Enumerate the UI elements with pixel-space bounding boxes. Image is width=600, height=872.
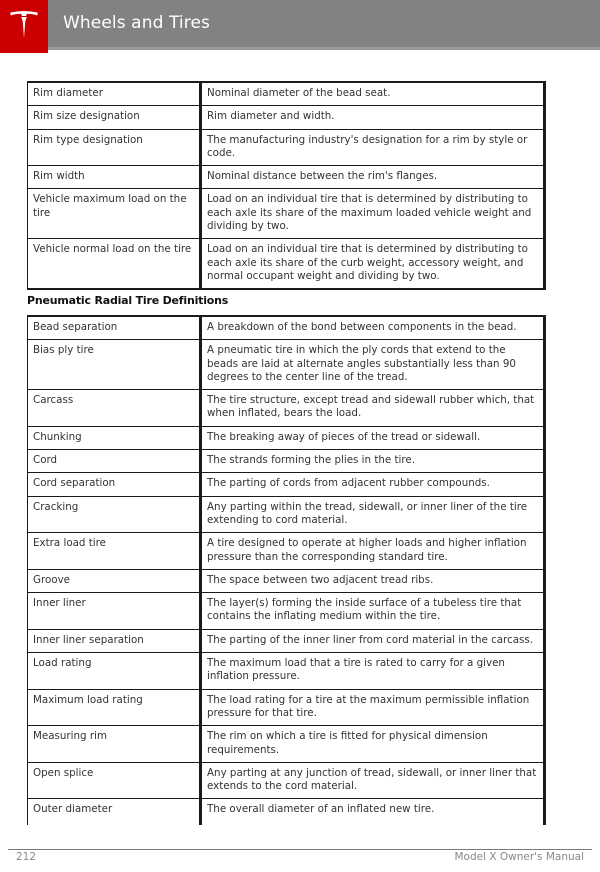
section-heading: Pneumatic Radial Tire Definitions [27,294,229,307]
table-row [28,653,545,690]
tesla-logo-icon [8,10,40,40]
table-row [28,799,545,825]
term-cell: Carcass [28,390,201,427]
pneumatic-radial-tire-definitions-table [27,315,546,825]
term-cell: Open splice [28,762,201,799]
table-row [28,726,545,763]
definition-cell: The tire structure, except tread and sidewall rubber which, that when inflated, bears the load. [201,390,545,427]
table-row [28,189,545,239]
logo-box [0,0,48,53]
table-row [28,239,545,289]
definition-cell: A breakdown of the bond between components in the bead. [201,316,545,340]
definition-cell: The manufacturing industry's designation for a rim by style or code. [201,129,545,166]
definition-cell: The rim on which a tire is fitted for physical dimension requirements. [201,726,545,763]
definition-cell: The breaking away of pieces of the tread or sidewall. [201,426,545,449]
term-cell: Cracking [28,496,201,533]
definition-cell: The space between two adjacent tread ribs. [201,569,545,592]
table-row [28,473,545,496]
definition-cell: Rim diameter and width. [201,106,545,129]
definition-cell: Nominal distance between the rim's flanges. [201,166,545,189]
definition-cell: The overall diameter of an inflated new tire. [201,799,545,825]
table-row [28,340,545,390]
term-cell: Inner liner separation [28,629,201,652]
definition-cell: The load rating for a tire at the maximum permissible inflation pressure for that tire. [201,689,545,726]
term-cell: Cord [28,450,201,473]
table-row [28,689,545,726]
table-row [28,129,545,166]
table-row [28,762,545,799]
definition-cell: A tire designed to operate at higher loads and higher inflation pressure than the corresponding standard tire. [201,533,545,570]
term-cell: Vehicle normal load on the tire [28,239,201,289]
term-cell: Rim size designation [28,106,201,129]
table-row [28,390,545,427]
term-cell: Groove [28,569,201,592]
term-cell: Rim type designation [28,129,201,166]
term-cell: Load rating [28,653,201,690]
definition-cell: Nominal diameter of the bead seat. [201,82,545,106]
table-row [28,569,545,592]
page-header [0,0,600,50]
term-cell: Vehicle maximum load on the tire [28,189,201,239]
term-cell: Bias ply tire [28,340,201,390]
definition-cell: The parting of the inner liner from cord material in the carcass. [201,629,545,652]
definition-cell: Any parting at any junction of tread, sidewall, or inner liner that extends to the cord material. [201,762,545,799]
term-cell: Cord separation [28,473,201,496]
table-row [28,593,545,630]
definition-cell: Load on an individual tire that is determined by distributing to each axle its share of the curb weight, accessory weight, and normal occupant weight and dividing by two. [201,239,545,289]
definition-cell: The maximum load that a tire is rated to carry for a given inflation pressure. [201,653,545,690]
definition-cell: Load on an individual tire that is determined by distributing to each axle its share of the maximum loaded vehicle weight and dividing by two. [201,189,545,239]
term-cell: Inner liner [28,593,201,630]
term-cell: Rim diameter [28,82,201,106]
term-cell: Rim width [28,166,201,189]
table-row [28,426,545,449]
page-number: 212 [16,851,37,863]
manual-name: Model X Owner's Manual [454,851,584,863]
term-cell: Measuring rim [28,726,201,763]
table-row [28,450,545,473]
term-cell: Bead separation [28,316,201,340]
rim-definitions-table [27,81,546,290]
term-cell: Extra load tire [28,533,201,570]
table-row [28,316,545,340]
table-row [28,533,545,570]
term-cell: Outer diameter [28,799,201,825]
table-row [28,166,545,189]
footer-divider [8,849,592,850]
term-cell: Maximum load rating [28,689,201,726]
table-row [28,106,545,129]
term-cell: Chunking [28,426,201,449]
definition-cell: Any parting within the tread, sidewall, or inner liner of the tire extending to cord material. [201,496,545,533]
definition-cell: A pneumatic tire in which the ply cords that extend to the beads are laid at alternate angles substantially less than 90 degrees to the center line of the tread. [201,340,545,390]
definition-cell: The strands forming the plies in the tire. [201,450,545,473]
definition-cell: The layer(s) forming the inside surface of a tubeless tire that contains the inflating medium within the tire. [201,593,545,630]
table-row [28,82,545,106]
table-row [28,629,545,652]
table-row [28,496,545,533]
definition-cell: The parting of cords from adjacent rubber compounds. [201,473,545,496]
chapter-title: Wheels and Tires [63,13,210,33]
